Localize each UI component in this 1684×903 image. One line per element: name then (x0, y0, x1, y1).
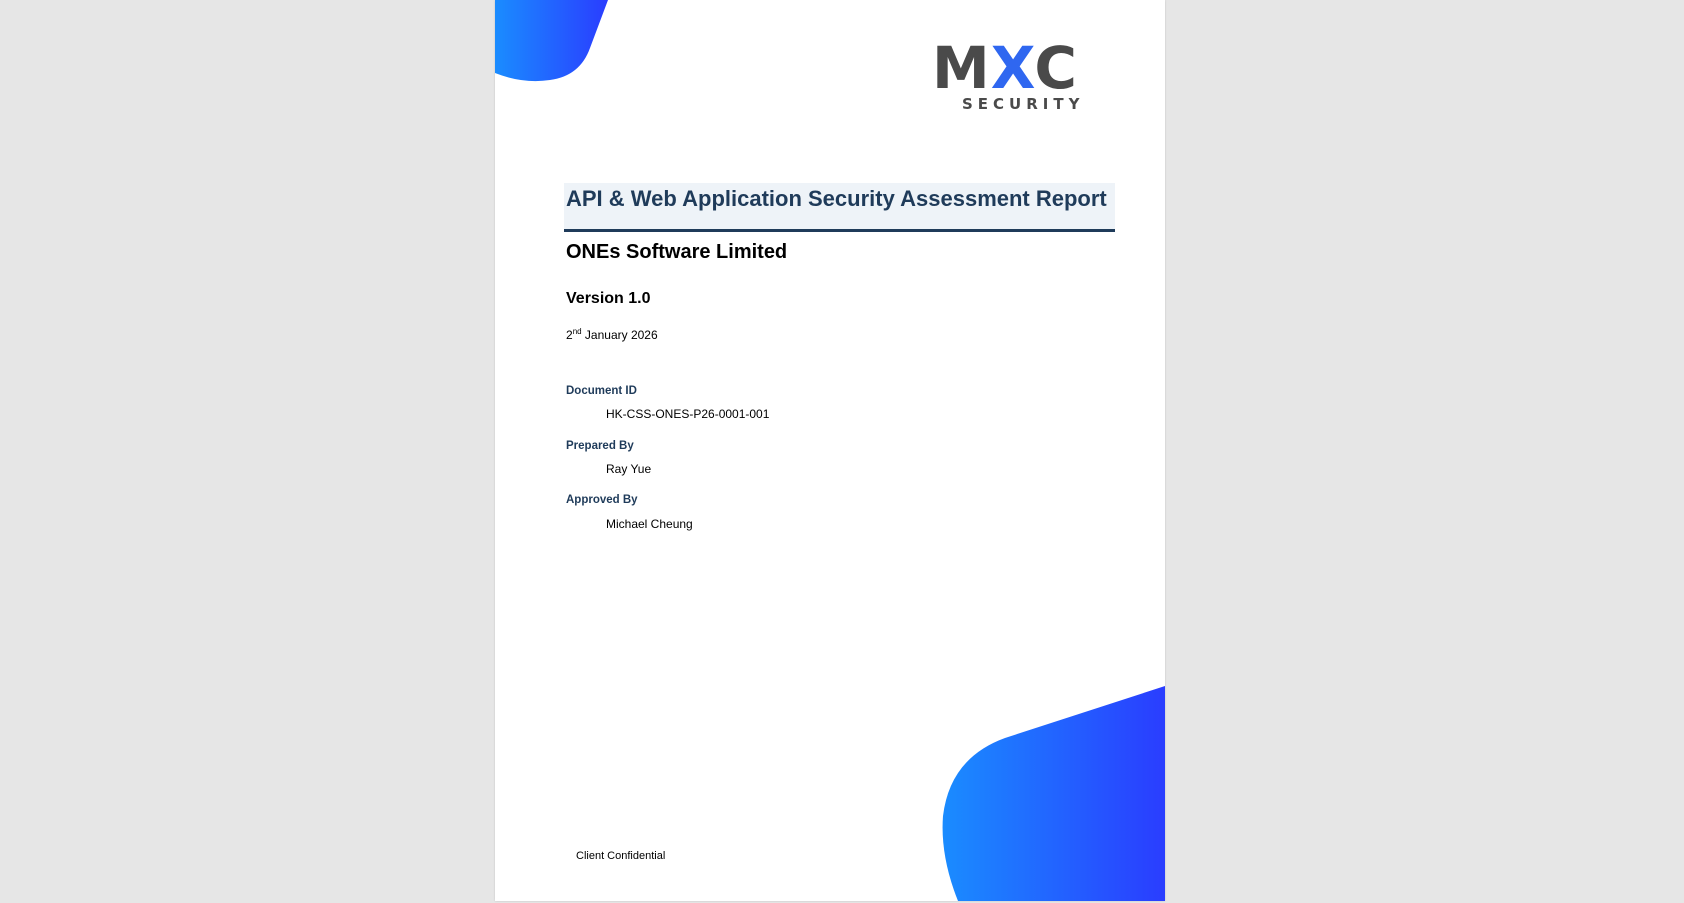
decorative-corner-shape-top-left (495, 0, 615, 90)
footer-confidentiality: Client Confidential (576, 850, 666, 862)
approved-by-value: Michael Cheung (606, 517, 693, 531)
document-page (495, 0, 1165, 901)
prepared-by-label: Prepared By (566, 440, 634, 452)
decorative-corner-shape-bottom-right (940, 686, 1165, 901)
document-id-label: Document ID (566, 385, 637, 397)
company-logo (932, 34, 1112, 113)
approved-by-label: Approved By (566, 494, 638, 506)
client-company-name: ONEs Software Limited (566, 241, 788, 263)
document-date: 2nd January 2026 (566, 327, 658, 342)
logo-wordmark: MXC (932, 34, 1078, 102)
report-title-band (564, 183, 1115, 232)
logo-subtitle: SECURITY (962, 95, 1085, 113)
document-id-value: HK-CSS-ONES-P26-0001-001 (606, 407, 770, 421)
report-title: API & Web Application Security Assessment Report (566, 186, 1107, 211)
prepared-by-value: Ray Yue (606, 462, 652, 476)
document-version: Version 1.0 (566, 290, 651, 307)
